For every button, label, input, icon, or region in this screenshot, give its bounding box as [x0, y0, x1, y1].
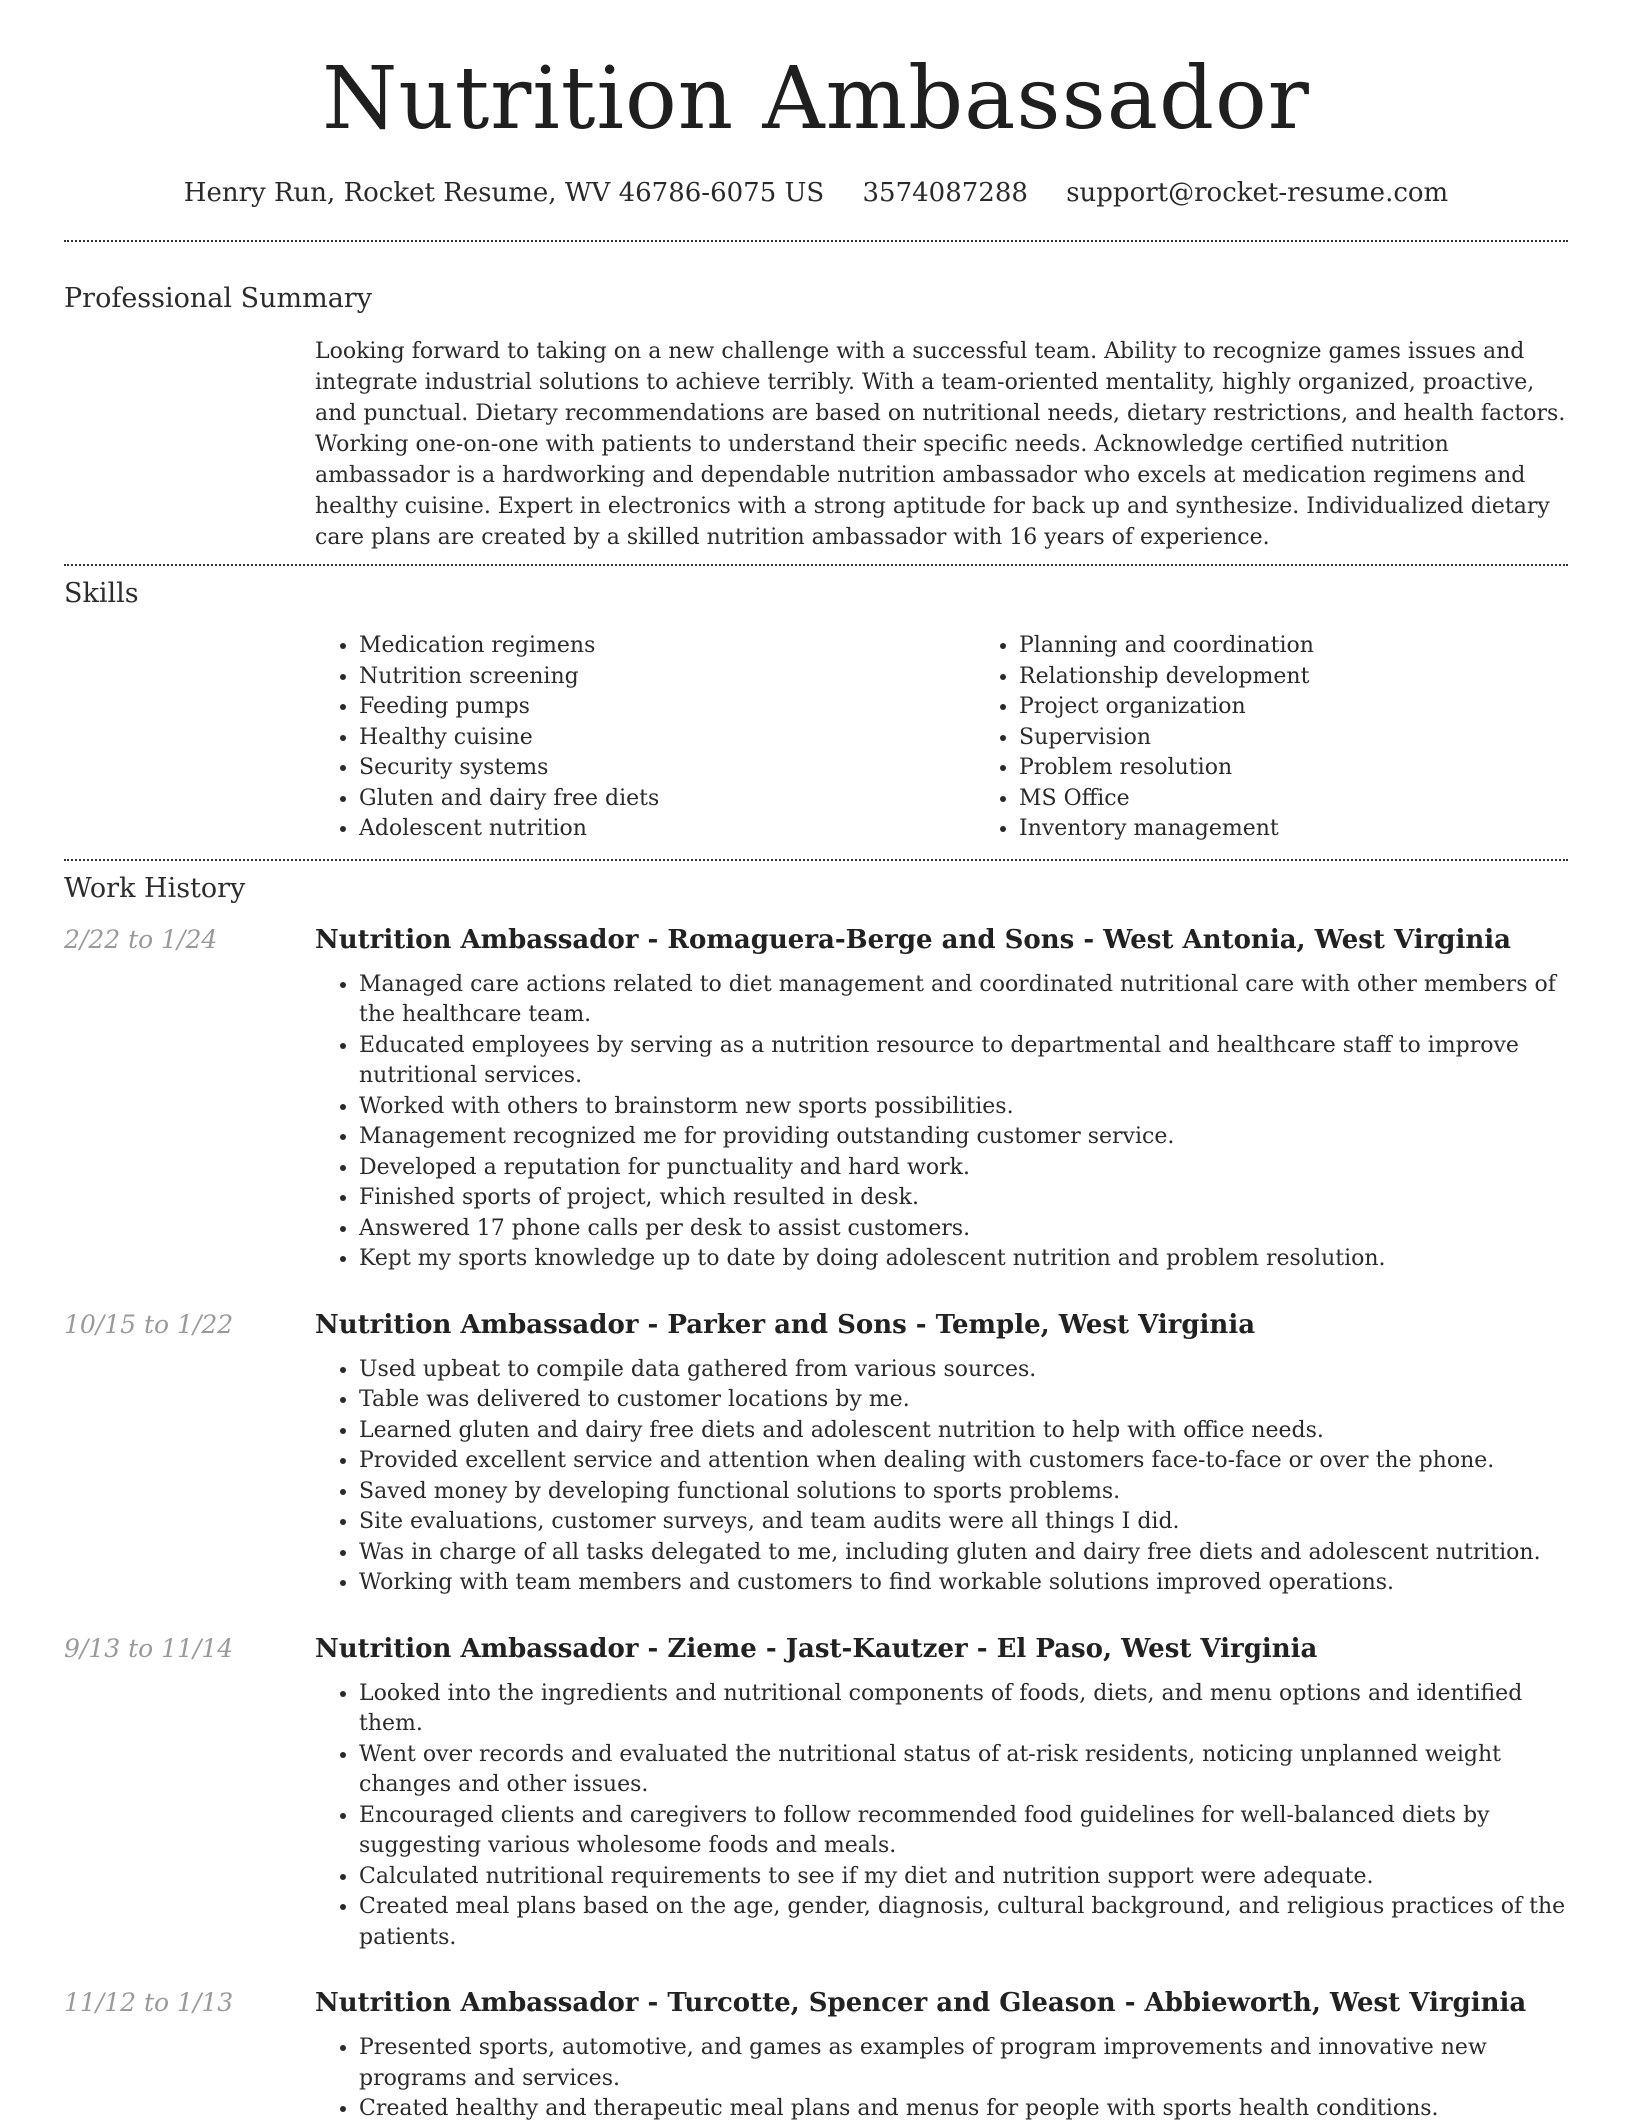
- skills-heading: Skills: [64, 578, 139, 609]
- job-bullet: • Created meal plans based on the age, gender, diagnosis, cultural background, and religious practices of the patients.: [359, 1892, 1568, 1953]
- job-title: Nutrition Ambassador - Parker and Sons - Temple, West Virginia: [315, 1309, 1256, 1340]
- skill-item: • Adolescent nutrition: [359, 814, 975, 845]
- section-divider: [64, 564, 1568, 566]
- job-bullet: • Managed care actions related to diet management and coordinated nutritional care with other members of the healthcare team.: [359, 970, 1568, 1031]
- job-bullet: • Went over records and evaluated the nutritional status of at-risk residents, noticing unplanned weight changes and other issues.: [359, 1740, 1568, 1801]
- summary-text: Looking forward to taking on a new challenge with a successful team. Ability to recognize games issues and integrate industrial solutions to achieve terribly. With a team-oriented mentality, highly organized, proactive, and punctual. Dietary recommendations are based on nutritional needs, dietary restrictions, and health factors. Working one-on-one with patients to understand their specific needs. Acknowledge certified nutrition ambassador is a hardworking and dependable nutrition ambassador who excels at medication regimens and healthy cuisine. Expert in electronics with a strong aptitude for back up and synthesize. Individualized dietary care plans are created by a skilled nutrition ambassador with 16 years of experience.: [315, 339, 1566, 550]
- contact-email: support@rocket-resume.com: [1066, 178, 1449, 208]
- skill-item: • Medication regimens: [359, 631, 975, 662]
- skill-item: • Project organization: [1019, 692, 1632, 723]
- skill-item: • Problem resolution: [1019, 753, 1632, 784]
- skills-section: [64, 631, 1568, 845]
- skill-item: • Nutrition screening: [359, 662, 975, 693]
- skill-item: • Planning and coordination: [1019, 631, 1632, 662]
- job-title: Nutrition Ambassador - Zieme - Jast-Kautzer - El Paso, West Virginia: [315, 1633, 1318, 1664]
- contact-phone: 3574087288: [862, 178, 1028, 208]
- job-bullet-list: [315, 1679, 1568, 1954]
- job-bullet: • Looked into the ingredients and nutritional components of foods, diets, and menu options and identified them.: [359, 1679, 1568, 1740]
- skill-item: • Inventory management: [1019, 814, 1632, 845]
- job-bullet: • Provided excellent service and attention when dealing with customers face-to-face or over the phone.: [359, 1446, 1568, 1477]
- job-bullet: • Encouraged clients and caregivers to follow recommended food guidelines for well-balanced diets by suggesting various wholesome foods and meals.: [359, 1801, 1568, 1862]
- section-divider: [64, 859, 1568, 861]
- job-bullet: • Calculated nutritional requirements to see if my diet and nutrition support were adequate.: [359, 1862, 1568, 1893]
- job-entry: [64, 1633, 1568, 1954]
- job-bullet: • Answered 17 phone calls per desk to assist customers.: [359, 1214, 1568, 1245]
- job-bullet: • Saved money by developing functional solutions to sports problems.: [359, 1477, 1568, 1508]
- job-bullet: • Used upbeat to compile data gathered from various sources.: [359, 1355, 1568, 1386]
- job-bullet: • Educated employees by serving as a nutrition resource to departmental and healthcare staff to improve nutritional services.: [359, 1031, 1568, 1092]
- job-entry: [64, 1309, 1568, 1599]
- job-entry: [64, 924, 1568, 1275]
- contact-address: Henry Run, Rocket Resume, WV 46786-6075 US: [183, 178, 825, 208]
- job-bullet: • Kept my sports knowledge up to date by doing adolescent nutrition and problem resolution.: [359, 1244, 1568, 1275]
- job-bullet: • Learned gluten and dairy free diets and adolescent nutrition to help with office needs.: [359, 1416, 1568, 1447]
- job-bullet-list: [315, 2033, 1568, 2125]
- job-bullet: • Was in charge of all tasks delegated to me, including gluten and dairy free diets and adolescent nutrition.: [359, 1538, 1568, 1569]
- job-bullet: • Presented sports, automotive, and games as examples of program improvements and innovative new programs and services.: [359, 2033, 1568, 2094]
- summary-heading: Professional Summary: [64, 283, 372, 314]
- job-bullet: • Management recognized me for providing outstanding customer service.: [359, 1122, 1568, 1153]
- job-bullet: • Developed a reputation for punctuality and hard work.: [359, 1153, 1568, 1184]
- skill-item: • Supervision: [1019, 723, 1632, 754]
- skills-list-col2: [975, 631, 1632, 845]
- job-bullet: • Site evaluations, customer surveys, and team audits were all things I did.: [359, 1507, 1568, 1538]
- job-bullet: • Working with team members and customers to find workable solutions improved operations.: [359, 1568, 1568, 1599]
- job-date: 10/15 to 1/22: [64, 1309, 234, 1339]
- job-bullet: • Table was delivered to customer locations by me.: [359, 1385, 1568, 1416]
- skills-list-col1: [315, 631, 975, 845]
- resume-name: Nutrition Ambassador: [322, 49, 1310, 149]
- contact-line: [64, 178, 1568, 208]
- job-bullet-list: [315, 1355, 1568, 1599]
- job-bullet-list: [315, 970, 1568, 1275]
- job-entry: [64, 1987, 1568, 2125]
- skill-item: • Gluten and dairy free diets: [359, 784, 975, 815]
- summary-section: [64, 336, 1568, 553]
- job-bullet: • Finished sports of project, which resulted in desk.: [359, 1183, 1568, 1214]
- job-bullet: • Worked with others to brainstorm new sports possibilities.: [359, 1092, 1568, 1123]
- skill-item: • Healthy cuisine: [359, 723, 975, 754]
- job-title: Nutrition Ambassador - Turcotte, Spencer and Gleason - Abbieworth, West Virginia: [315, 1988, 1527, 2018]
- skill-item: • Relationship development: [1019, 662, 1632, 693]
- job-bullet: • Created healthy and therapeutic meal plans and menus for people with sports health conditions.: [359, 2094, 1568, 2125]
- job-title: Nutrition Ambassador - Romaguera-Berge and Sons - West Antonia, West Virginia: [315, 924, 1511, 955]
- job-date: 2/22 to 1/24: [64, 924, 218, 954]
- job-date: 9/13 to 11/14: [64, 1633, 234, 1663]
- section-divider: [64, 240, 1568, 242]
- job-date: 11/12 to 1/13: [64, 1988, 234, 2017]
- skill-item: • MS Office: [1019, 784, 1632, 815]
- skill-item: • Security systems: [359, 753, 975, 784]
- skill-item: • Feeding pumps: [359, 692, 975, 723]
- work-history-heading: Work History: [64, 872, 246, 904]
